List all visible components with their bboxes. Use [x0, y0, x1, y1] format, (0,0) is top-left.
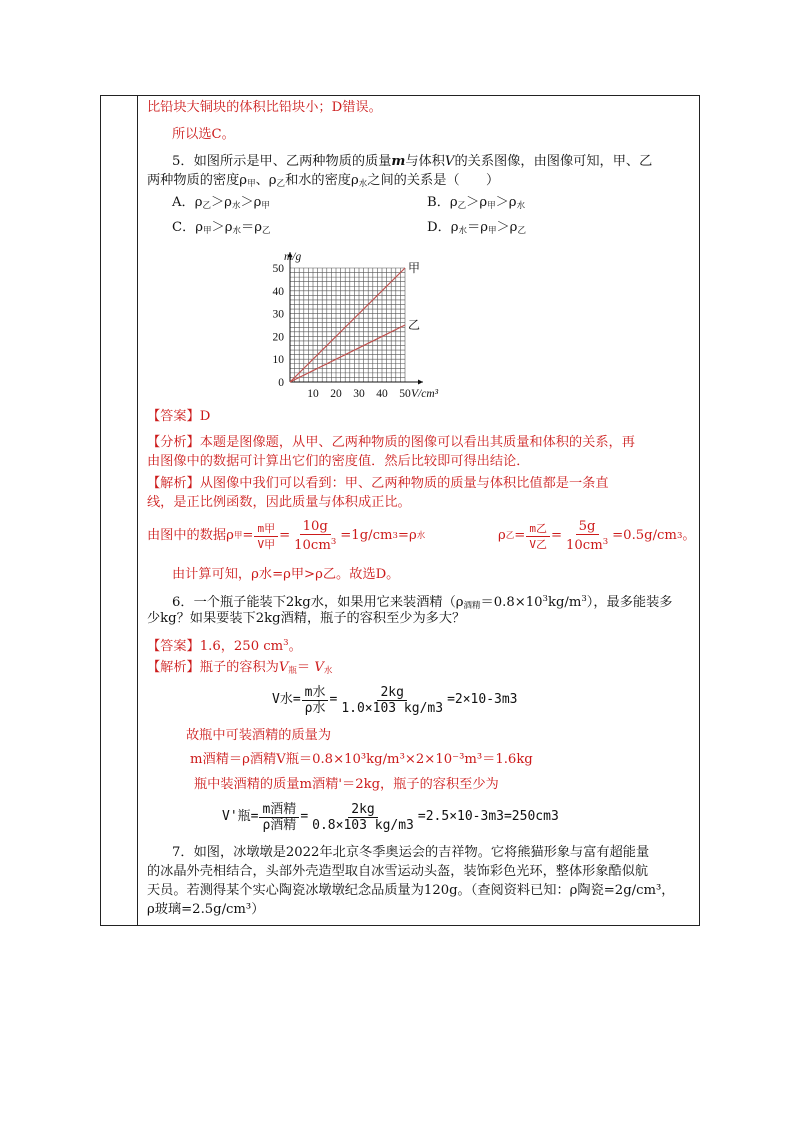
y-tick-label: 10: [272, 354, 284, 367]
explanation-5: 【解析】从图像中我们可以看到：甲、乙两种物质的质量与体积比值都是一条直: [147, 476, 609, 491]
option-c: C．$\rho_甲>\rho_水=\rho_乙$: [172, 220, 271, 236]
text-line: 所以选C。: [172, 127, 235, 142]
explanation-5-cont: 线，是正比例函数，因此质量与体积成正比。: [147, 495, 411, 510]
density-calc-yi: ρ 乙 = $\frac{\text{m乙}}{\text{V乙}}$ = $\frac{5g}{10cm^3}$ =0.5g/cm 3 。: [498, 519, 696, 553]
y-tick-label: 0: [278, 377, 284, 389]
text-line: 比铅块大铜块的体积比铅块小；D错误。: [147, 100, 382, 115]
equation-water-volume: V水= $\frac{\text{m水}}{\text{ρ水}}$ = $\frac{2kg}{1.0\times 103 kg/m3}$ =2×10-3m3: [272, 684, 518, 716]
alcohol-text-1: 故瓶中可装酒精的质量为: [186, 728, 332, 743]
x-axis-arrow: [418, 380, 423, 385]
x-tick-label: 30: [353, 388, 365, 400]
option-d: D．$\rho_水=\rho_甲>\rho_乙$: [427, 220, 526, 236]
series-label-jia: 甲: [408, 261, 421, 275]
series-line-yi: [290, 325, 405, 382]
question-7: 7．如图，冰墩墩是2022年北京冬季奥运会的吉祥物。它将熊猫形象与富有超能量: [172, 845, 650, 860]
question-6-cont: 少kg？如果要装下2kg酒精，瓶子的容积至少为多大？: [147, 611, 466, 626]
analysis-5: 【分析】本题是图像题，从甲、乙两种物质的图像可以看出其质量和体积的关系，再: [147, 435, 635, 450]
question-5-cont: 两种物质的密度$\rho_甲$、$\rho_乙$和水的密度$\rho_水$之间的关系是（ ）: [147, 173, 500, 189]
y-tick-label: 30: [272, 308, 284, 321]
equation-bottle-volume: V'瓶= $\frac{\text{m酒精}}{\text{ρ酒精}}$ = $\frac{2kg}{0.8\times 103 kg/m3}$ =2.5×10-3m3=250cm3: [222, 801, 559, 833]
question-5: 5．如图所示是甲、乙两种物质的质量m与体积V的关系图像，由图像可知，甲、乙: [172, 154, 653, 169]
series-label-yi: 乙: [408, 318, 421, 332]
x-tick-label: 10: [307, 388, 319, 400]
question-7-cont3: ρ玻璃=2.5g/cm³）: [147, 902, 265, 917]
x-tick-label: 40: [376, 388, 388, 400]
option-a: A．$\rho_乙>\rho_水>\rho_甲$: [172, 195, 270, 211]
x-axis-label: V/cm³: [411, 388, 439, 400]
answer-6: 【答案】1.6，250 $cm^3$。: [147, 638, 302, 654]
alcohol-text-3: 瓶中装酒精的质量m酒精'＝2kg，瓶子的容积至少为: [194, 777, 499, 792]
column-divider: [137, 95, 138, 926]
y-tick-label: 20: [272, 331, 284, 344]
y-tick-label: 40: [272, 285, 284, 298]
density-calc-jia: 由图中的数据ρ 甲 = $\frac{\text{m甲}}{\text{V甲}}$ = $\frac{10g}{10cm^3}$ =1g/cm 3 =ρ 水: [147, 519, 426, 553]
answer-5: 【答案】D: [147, 409, 211, 424]
y-tick-label: 50: [272, 263, 284, 275]
mass-volume-chart: [262, 251, 462, 404]
x-tick-label: 50: [399, 388, 411, 400]
conclusion-5: 由计算可知，ρ水=ρ甲>ρ乙。故选D。: [172, 567, 400, 582]
question-7-cont1: 的冰晶外壳相结合，头部外壳造型取自冰雪运动头盔，装饰彩色光环，整体形象酷似航: [147, 864, 649, 879]
analysis-5-cont: 由图像中的数据可计算出它们的密度值．然后比较即可得出结论．: [147, 454, 530, 469]
question-7-cont2: 天员。若测得某个实心陶瓷冰墩墩纪念品质量为120g。（查阅资料已知：ρ陶瓷=2g/cm³，: [147, 883, 675, 898]
series-line-jia: [290, 268, 405, 382]
alcohol-text-2: m酒精＝ρ酒精V瓶＝0.8×10³kg/m³×2×10⁻³m³＝1.6kg: [190, 752, 533, 767]
explanation-6: 【解析】瓶子的容积为$V_瓶= V_水$: [147, 660, 333, 676]
option-b: B．$\rho_乙>\rho_甲>\rho_水$: [427, 195, 526, 211]
y-axis-label: m/g: [284, 251, 302, 263]
x-tick-label: 20: [330, 388, 342, 400]
question-6: 6．一个瓶子能装下2kg水，如果用它来装酒精$(\rho_{酒精}=0.8\times 10^3kg/m^3)$，最多能装多: [172, 594, 673, 611]
